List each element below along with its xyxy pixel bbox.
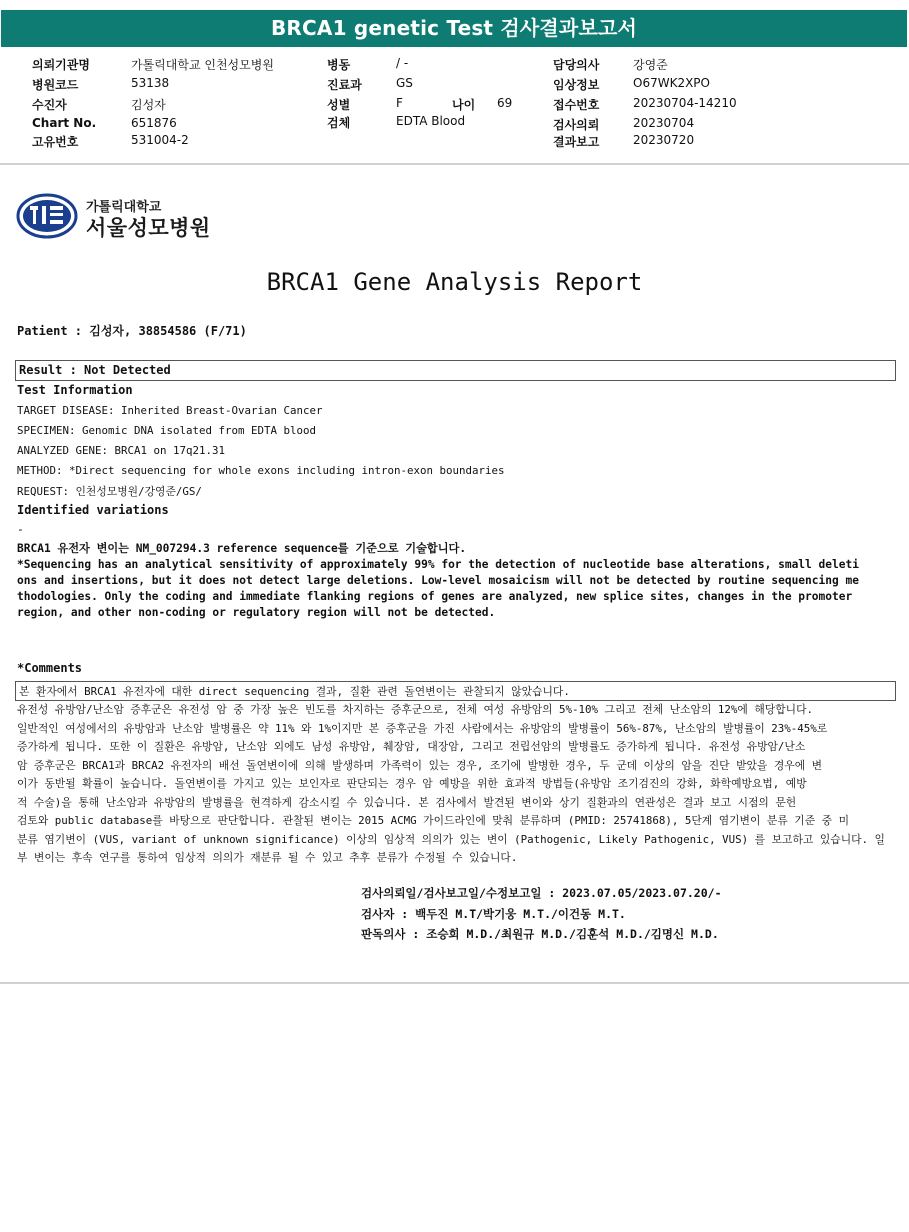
- label-department: 진료과: [327, 78, 362, 92]
- hospital-logo: [16, 193, 216, 241]
- comment-line: 이가 동반될 확률이 높습니다. 돌연변이를 가지고 있는 보인자로 판단되는 경우 암 예방을 위한 효과적 방법들(유방암 조기검진의 강화, 화학예방요법, 예방: [17, 777, 807, 790]
- signoff-technicians: 검사자 : 백두진 M.T/박기웅 M.T./이건동 M.T.: [361, 907, 626, 921]
- analyzed-gene: ANALYZED GENE: BRCA1 on 17q21.31: [17, 444, 226, 457]
- result-text: Result : Not Detected: [19, 363, 171, 377]
- value-request-date: 20230704: [633, 116, 695, 130]
- label-requesting-institution: 의뢰기관명: [32, 58, 90, 72]
- test-information-heading: Test Information: [17, 383, 133, 397]
- value-doctor: 강영준: [633, 58, 668, 72]
- label-age: 나이: [452, 98, 476, 112]
- value-hospital-code: 53138: [131, 76, 170, 90]
- value-sex: F: [396, 96, 403, 110]
- label-specimen: 검체: [327, 116, 351, 130]
- comment-line: 암 증후군은 BRCA1과 BRCA2 유전자의 배선 돌연변이에 의해 발생하며 가족력이 있는 경우, 조기에 발병한 경우, 두 군데 이상의 암을 진단 받았을 경우에 변: [17, 758, 823, 772]
- comment-line: 검토와 public database를 바탕으로 판단합니다. 관찰된 변이는 2015 ACMG 가이드라인에 맞춰 분류하며 (PMID: 25741868), 5단계 염기변이 분류 기준 중 미: [17, 814, 849, 827]
- logo-hospital-name: 서울성모병원: [86, 216, 211, 240]
- hospital-emblem-icon: [16, 193, 78, 239]
- label-chart-no: Chart No.: [32, 116, 97, 130]
- signoff-dates: 검사의뢰일/검사보고일/수정보고일 : 2023.07.05/2023.07.20/-: [361, 886, 722, 900]
- value-ward: / -: [396, 56, 409, 70]
- target-disease: TARGET DISEASE: Inherited Breast-Ovarian Cancer: [17, 404, 323, 417]
- label-doctor: 담당의사: [553, 58, 600, 72]
- label-receipt-number: 접수번호: [553, 98, 600, 112]
- comment-line: 부 변이는 후속 연구를 통하여 임상적 의의가 재분류 될 수 있고 추후 분류가 수정될 수 있습니다.: [17, 851, 518, 864]
- patient-line: Patient : 김성자, 38854586 (F/71): [17, 324, 247, 338]
- signoff-doctors: 판독의사 : 조승희 M.D./최원규 M.D./김훈석 M.D./김명신 M.D.: [361, 927, 719, 941]
- label-request-date: 검사의뢰: [553, 118, 600, 132]
- value-chart-no: 651876: [131, 116, 177, 130]
- method: METHOD: *Direct sequencing for whole exons including intron-exon boundaries: [17, 464, 505, 477]
- value-receipt-number: 20230704-14210: [633, 96, 737, 110]
- value-clinical-info: O67WK2XPO: [633, 76, 710, 90]
- value-specimen: EDTA Blood: [396, 114, 466, 128]
- label-sex: 성별: [327, 98, 351, 112]
- note-line: ons and insertions, but it does not detect large deletions. Low-level mosaicism will not be detected by routine sequencing me: [17, 574, 859, 587]
- comment-line: 분류 염기변이 (VUS, variant of unknown significance) 이상의 임상적 의의가 있는 변이 (Pathogenic, Likely Pathogenic, VUS) 를 보고하고 있습니다. 일: [17, 832, 885, 846]
- label-clinical-info: 임상정보: [553, 78, 600, 92]
- comment-box-text: 본 환자에서 BRCA1 유전자에 대한 direct sequencing 결과, 질환 관련 돌연변이는 관찰되지 않았습니다.: [19, 685, 570, 698]
- label-hospital-code: 병원코드: [32, 78, 79, 92]
- note-line: thodologies. Only the coding and immediate flanking regions of genes are analyzed, new splice sites, changes in the promoter: [17, 590, 853, 603]
- note-line: BRCA1 유전자 변이는 NM_007294.3 reference sequence를 기준으로 기술합니다.: [17, 542, 467, 555]
- note-line: *Sequencing has an analytical sensitivity of approximately 99% for the detection of nucleotide base alterations, small deleti: [17, 558, 859, 571]
- request: REQUEST: 인천성모병원/강영준/GS/: [17, 485, 202, 498]
- specimen: SPECIMEN: Genomic DNA isolated from EDTA blood: [17, 424, 317, 437]
- comment-line: 적 수술)을 통해 난소암과 유방암의 발병률을 현격하게 감소시킬 수 있습니다. 본 검사에서 발견된 변이와 상기 질환과의 연관성은 결과 보고 시점의 문헌: [17, 795, 797, 809]
- logo-university-name: 가톨릭대학교: [86, 200, 162, 215]
- label-result-report: 결과보고: [553, 135, 600, 149]
- value-patient: 김성자: [131, 98, 166, 112]
- report-header-title: BRCA1 genetic Test 검사결과보고서: [1, 10, 907, 47]
- footer-divider: [0, 982, 909, 984]
- identified-variations-value: -: [17, 522, 24, 536]
- comment-line: 증가하게 됩니다. 또한 이 질환은 유방암, 난소암 외에도 남성 유방암, 췌장암, 대장암, 그리고 전립선암의 발병률도 증가하게 됩니다. 유전성 유방암/난소: [17, 740, 806, 753]
- label-ward: 병동: [327, 58, 351, 72]
- comment-line: 유전성 유방암/난소암 증후군은 유전성 암 중 가장 높은 빈도를 차지하는 증후군으로, 전체 여성 유방암의 5%-10% 그리고 전체 난소암의 12%에 해당합니다.: [17, 703, 814, 716]
- value-age: 69: [497, 96, 513, 110]
- label-patient: 수진자: [32, 98, 67, 112]
- header-divider: [0, 163, 909, 165]
- value-result-report: 20230720: [633, 133, 695, 147]
- comment-line: 일반적인 여성에서의 유방암과 난소암 발병률은 약 11% 와 1%이지만 본 증후군을 가진 사람에서는 유방암의 발병률이 56%-87%, 난소암의 발병률이 23%-45%로: [17, 721, 828, 735]
- comments-heading: *Comments: [17, 661, 83, 675]
- sequencing-notes: [17, 541, 897, 621]
- value-department: GS: [396, 76, 413, 90]
- comment-body: [17, 701, 897, 868]
- value-requesting-institution: 가톨릭대학교 인천성모병원: [131, 58, 274, 72]
- result-box: [15, 360, 896, 381]
- note-line: region, and other non-coding or regulatory region will not be detected.: [17, 606, 496, 619]
- value-unique-number: 531004-2: [131, 133, 189, 147]
- identified-variations-heading: Identified variations: [17, 503, 169, 517]
- report-title: BRCA1 Gene Analysis Report: [266, 268, 643, 296]
- label-unique-number: 고유번호: [32, 135, 79, 149]
- comment-box: [15, 681, 896, 701]
